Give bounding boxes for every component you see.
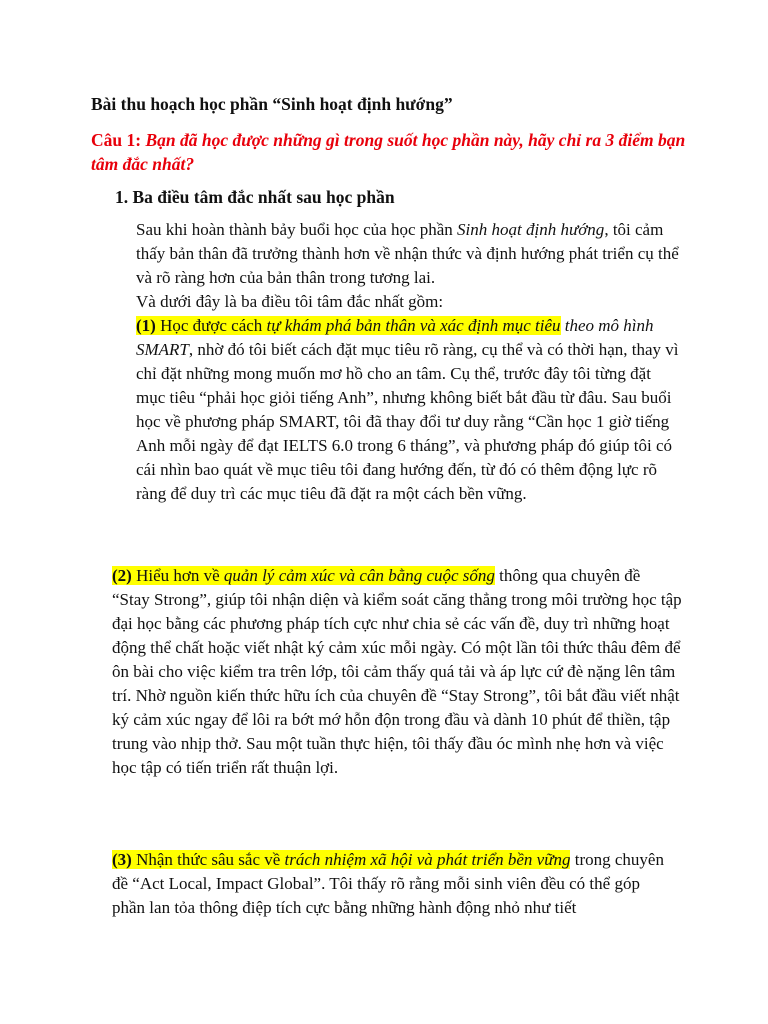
- intro-paragraph: [136, 218, 681, 290]
- point-1-model: theo mô hình SMART: [136, 316, 654, 359]
- point-1-lead: Học được cách: [155, 316, 267, 335]
- intro-lead-in: Và dưới đây là ba điều tôi tâm đắc nhất gồm:: [136, 292, 444, 311]
- point-2-topic: quản lý cảm xúc và cân bằng cuộc sống: [223, 566, 495, 585]
- point-3-body: trong chuyên đề “Act Local, Impact Global”. Tôi thấy rõ rằng mỗi sinh viên đều có thể góp phần lan tỏa thông điệp tích cực bằng những hành động nhỏ như tiết: [112, 850, 664, 917]
- point-2-lead: Hiểu hơn về: [131, 566, 224, 585]
- intro-text-a: Sau khi hoàn thành bảy buổi học của học phần: [136, 220, 458, 239]
- document-title: Bài thu hoạch học phần “Sinh hoạt định hướng”: [91, 94, 453, 114]
- point-1-body: , nhờ đó tôi biết cách đặt mục tiêu rõ ràng, cụ thể và có thời hạn, thay vì chỉ đặt những mong muốn mơ hồ cho an tâm. Cụ thể, trước đây tôi từng đặt mục tiêu “phải học giỏi tiếng Anh”, nhưng không biết bắt đầu từ đâu. Sau buổi học về phương pháp SMART, tôi đã thay đổi tư duy rằng “Cần học 1 giờ tiếng Anh mỗi ngày để đạt IELTS 6.0 trong 6 tháng”, và phương pháp đó giúp tôi có cái nhìn bao quát về mục tiêu tôi đang hướng đến, từ đó có thêm động lực rõ ràng để duy trì các mục tiêu đã đặt ra một cách bền vững.: [136, 340, 679, 503]
- question-text: Bạn đã học được những gì trong suốt học phần này, hãy chỉ ra 3 điểm bạn tâm đắc nhất?: [91, 130, 686, 174]
- point-1-highlight: [136, 316, 561, 335]
- point-3-topic: trách nhiệm xã hội và phát triển bền vững: [284, 850, 571, 869]
- point-1-number: (1): [136, 316, 156, 335]
- point-3: [112, 848, 672, 920]
- point-3-lead: Nhận thức sâu sắc về: [131, 850, 285, 869]
- point-1-topic: tự khám phá bản thân và xác định mục tiêu: [266, 316, 561, 335]
- course-name: Sinh hoạt định hướng: [457, 220, 605, 239]
- point-3-highlight: [112, 850, 570, 869]
- question-label: Câu 1:: [91, 130, 146, 150]
- point-2-number: (2): [112, 566, 132, 585]
- point-2-highlight: [112, 566, 495, 585]
- section-heading: 1. Ba điều tâm đắc nhất sau học phần: [115, 187, 395, 207]
- question-1: [91, 128, 691, 176]
- point-3-number: (3): [112, 850, 132, 869]
- intro-text-b: , tôi cảm thấy bản thân đã trưởng thành hơn về nhận thức và định hướng phát triển cụ thể và rõ ràng hơn của bản thân trong tương lai.: [136, 220, 679, 287]
- intro-block: [136, 218, 681, 314]
- point-2: [112, 564, 682, 780]
- point-2-body: thông qua chuyên đề “Stay Strong”, giúp tôi nhận diện và kiểm soát căng thẳng trong môi trường học tập đại học bằng các phương pháp tích cực như chia sẻ các vấn đề, duy trì những hoạt động thể chất hoặc viết nhật ký cảm xúc mỗi ngày. Có một lần tôi thức thâu đêm để ôn bài cho việc kiểm tra trên lớp, tôi cảm thấy quá tải và áp lực cứ đè nặng lên tâm trí. Nhờ nguồn kiến thức hữu ích của chuyên đề “Stay Strong”, tôi bắt đầu viết nhật ký cảm xúc ngay để lôi ra bớt mớ hỗn độn trong đầu và dành 10 phút để thiền, tập trung vào nhịp thở. Sau một tuần thực hiện, tôi thấy đầu óc mình nhẹ hơn và việc học tập có tiến triển rất thuận lợi.: [112, 566, 682, 777]
- point-1: [136, 314, 681, 506]
